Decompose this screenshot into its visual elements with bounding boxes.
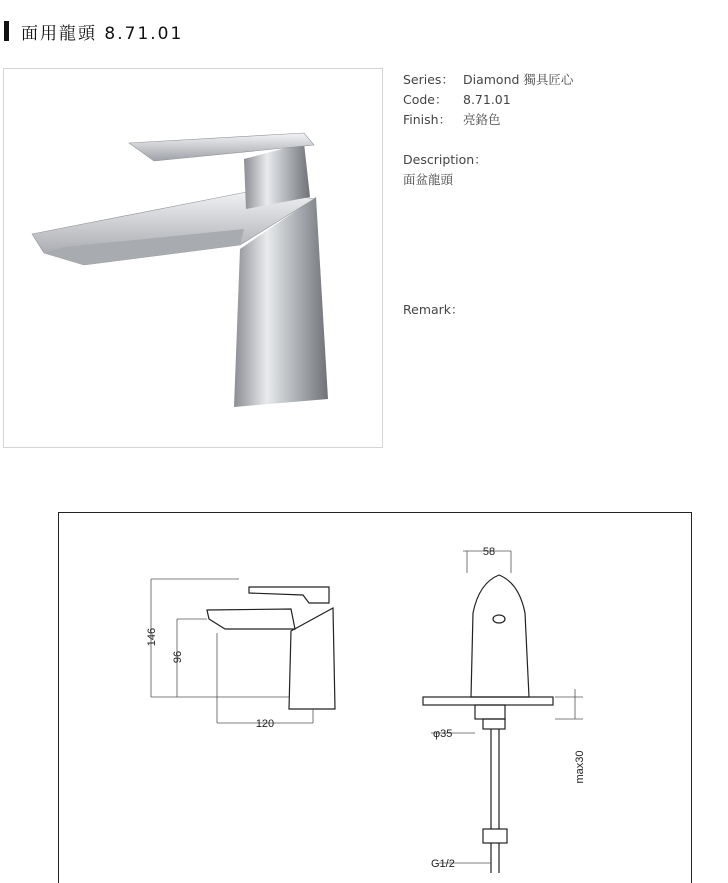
series-label: Series： (403, 72, 454, 87)
code-label: Code： (403, 92, 448, 107)
dimension-drawing (59, 513, 691, 883)
finish-value: 亮鉻色 (463, 112, 501, 127)
page-title-bar (4, 20, 183, 42)
dim-35-label: φ35 (433, 728, 453, 740)
description-value: 面盆龍頭 (403, 172, 454, 187)
product-photo (3, 68, 383, 448)
dim-120-label: 120 (255, 718, 275, 730)
code-value: 8.71.01 (463, 92, 511, 107)
remark-label: Remark： (403, 302, 464, 317)
series-value: Diamond 獨具匠心 (463, 72, 574, 87)
dim-g12-label: G1/2 (431, 858, 455, 870)
finish-label: Finish： (403, 112, 452, 127)
product-specs (403, 70, 573, 190)
description-label: Description： (403, 152, 487, 167)
dim-146-label: 146 (146, 627, 158, 647)
title-marker (4, 21, 9, 41)
dim-max30-label: max30 (574, 750, 586, 784)
faucet-image (4, 69, 382, 447)
page-title: 面用龍頭 8.71.01 (21, 23, 184, 44)
technical-drawing (58, 512, 692, 883)
dim-96-label: 96 (172, 650, 184, 664)
dim-58-label: 58 (482, 546, 496, 558)
